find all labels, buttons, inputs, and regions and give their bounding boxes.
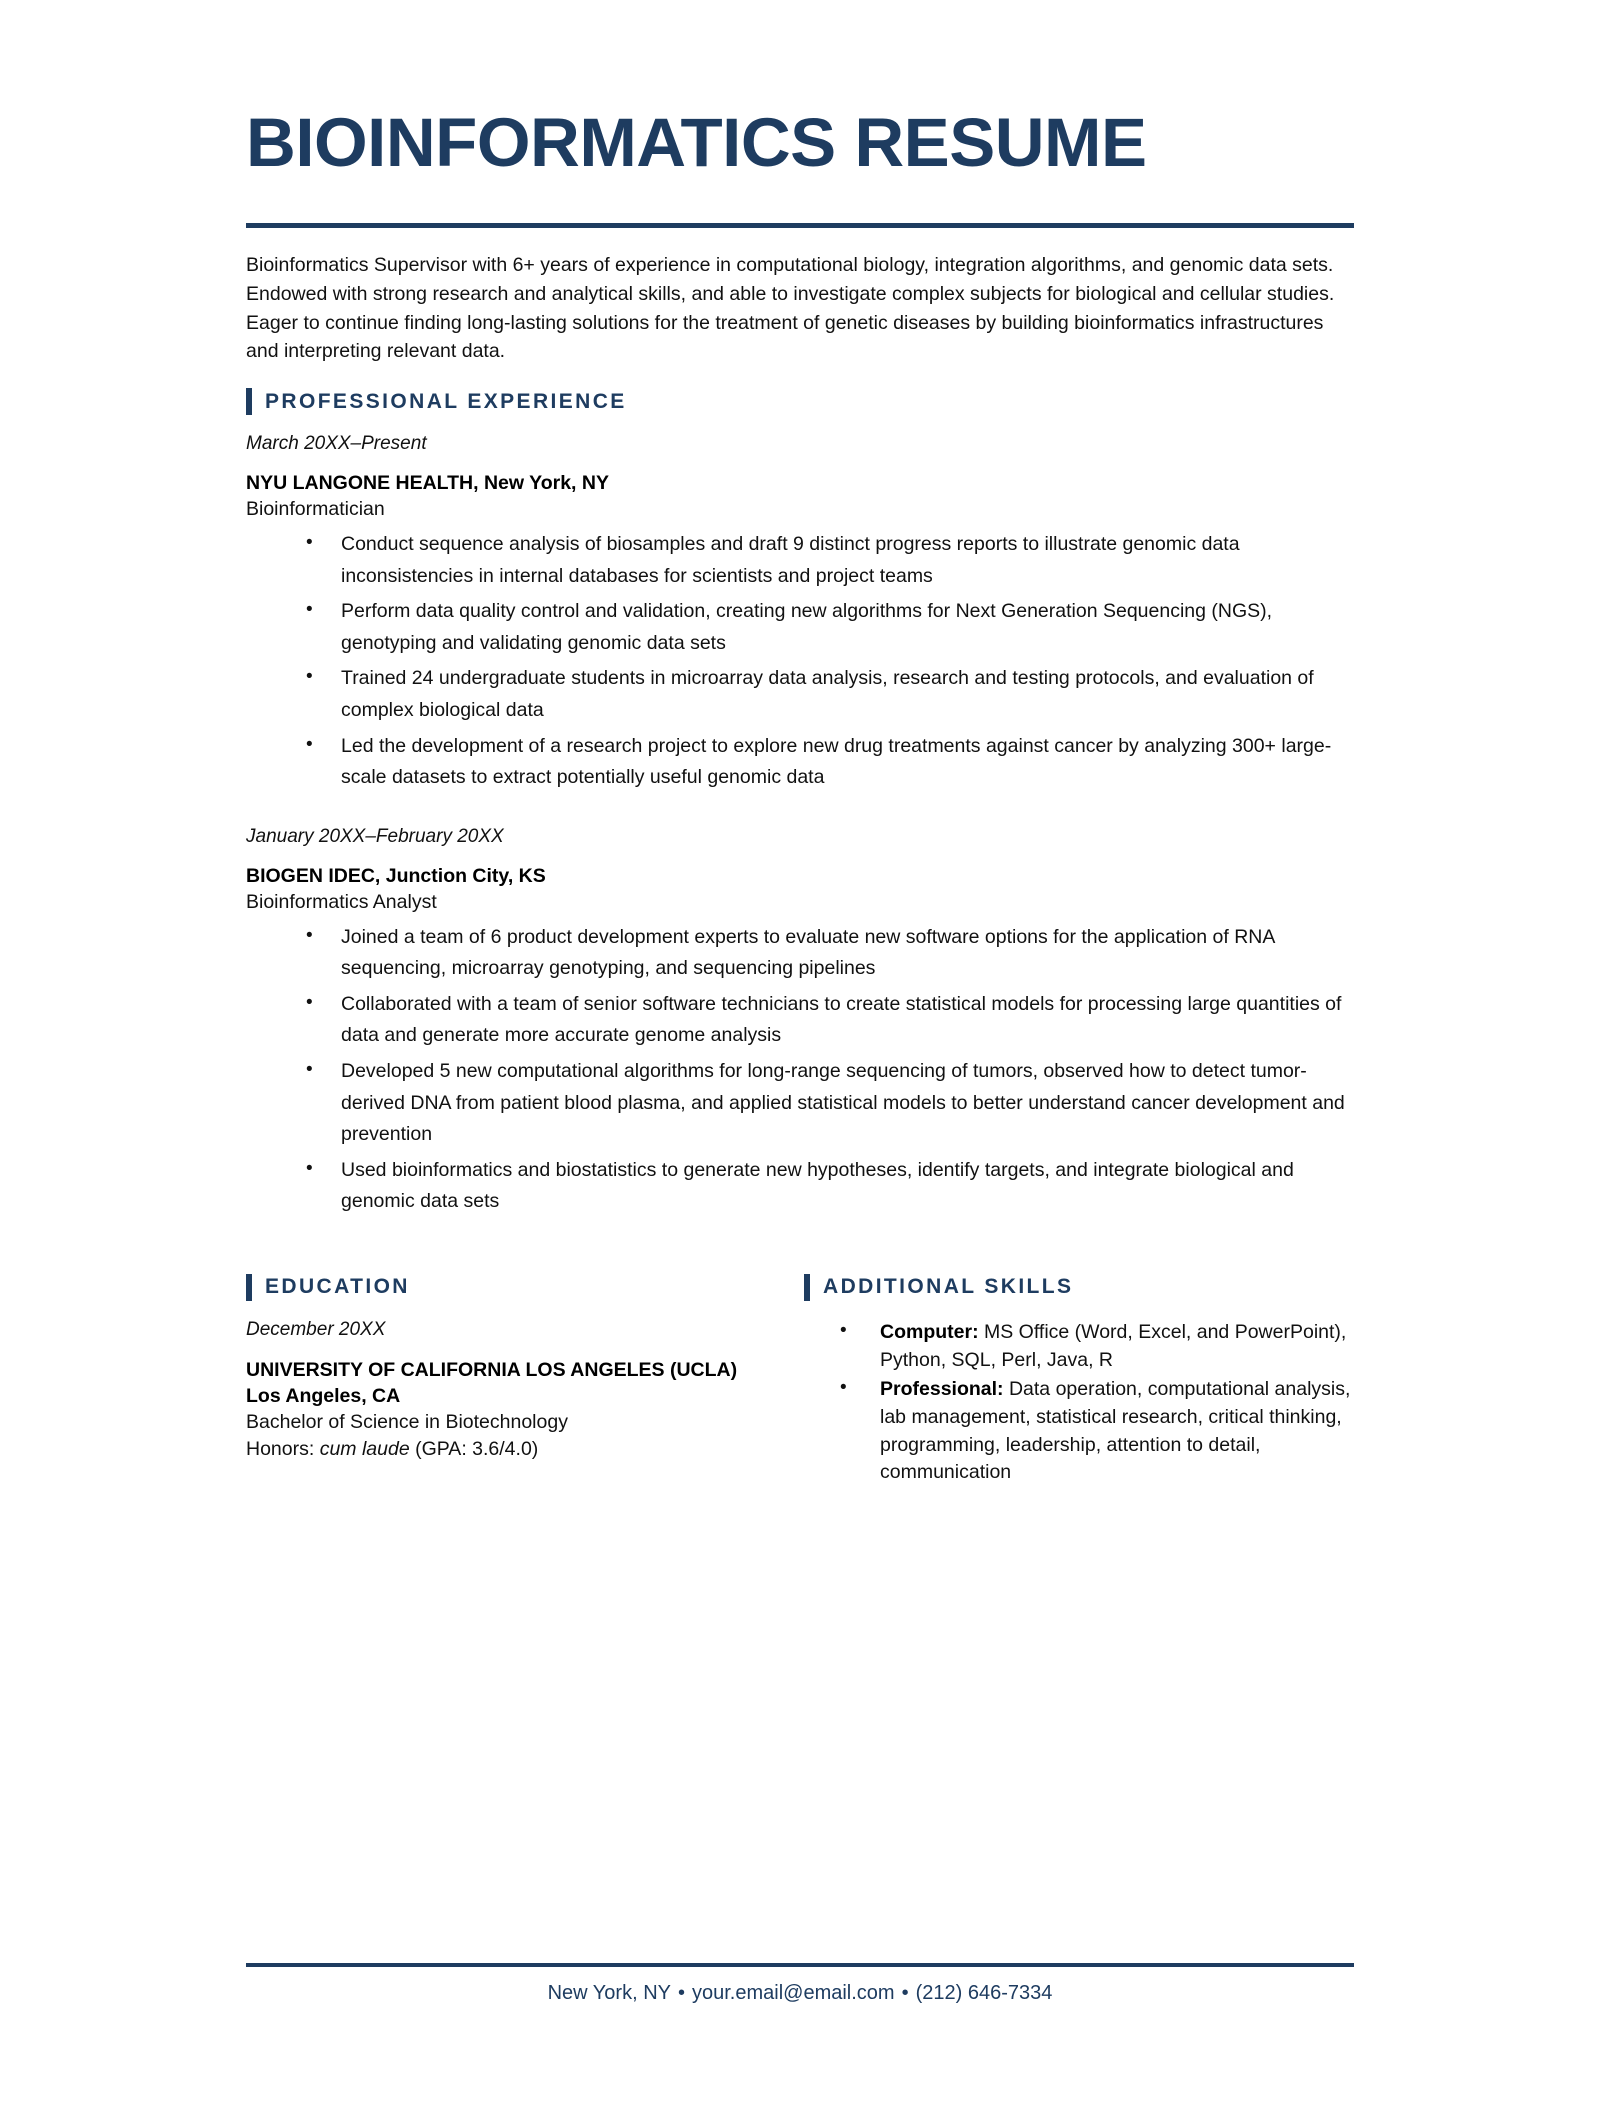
skill-value: MS Office (Word, Excel, and PowerPoint), Python, SQL, Perl, Java, R — [880, 1320, 1347, 1371]
list-item: • Used bioinformatics and biostatistics to generate new hypotheses, identify targets, and integrate biological and genomic data sets — [306, 1155, 1354, 1218]
education-school-line2: Los Angeles, CA — [246, 1384, 401, 1407]
section-accent-bar-icon — [804, 1274, 810, 1301]
job-bullet-list — [246, 922, 1354, 1218]
list-item: • Developed 5 new computational algorithms for long-range sequencing of tumors, observed how to detect tumor-derived DNA from patient blood plasma, and applied statistical models to better understand cancer development and prevention — [306, 1056, 1354, 1151]
education-school-line1: UNIVERSITY OF CALIFORNIA LOS ANGELES (UCLA) — [246, 1358, 738, 1381]
job-entry — [246, 433, 1354, 794]
education-date: December 20XX — [246, 1318, 386, 1340]
resume-page — [184, 46, 1416, 2117]
job-spacer — [246, 800, 1354, 826]
footer-contact — [246, 1982, 1354, 2005]
skill-label: Computer: — [880, 1320, 979, 1343]
footer-divider — [246, 1963, 1354, 1967]
job-date: March 20XX–Present — [246, 433, 427, 455]
skills-column — [791, 1270, 1354, 1489]
contact-email[interactable]: your.email@email.com — [692, 1982, 895, 2005]
job-role: Bioinformatician — [246, 498, 385, 521]
section-title-experience: PROFESSIONAL EXPERIENCE — [265, 389, 627, 413]
section-accent-bar-icon — [246, 388, 252, 415]
list-item: • Perform data quality control and validation, creating new algorithms for Next Generation Sequencing (NGS), genotyping and validating genomic data sets — [306, 596, 1354, 659]
job-entry — [246, 826, 1354, 1218]
list-item: • Collaborated with a team of senior software technicians to create statistical models for processing large quantities of data and generate more accurate genome analysis — [306, 989, 1354, 1052]
contact-separator-icon: • — [677, 1982, 685, 2005]
job-company: BIOGEN IDEC, Junction City, KS — [246, 864, 546, 887]
list-item: • Led the development of a research project to explore new drug treatments against cancer by analyzing 300+ large-scale datasets to extract potentially useful genomic data — [306, 731, 1354, 794]
job-bullet-list — [246, 529, 1354, 794]
job-company: NYU LANGONE HEALTH, New York, NY — [246, 472, 609, 495]
skills-list — [804, 1319, 1354, 1487]
section-accent-bar-icon — [246, 1274, 252, 1301]
list-item — [840, 1376, 1354, 1487]
list-item — [840, 1319, 1354, 1374]
education-column — [246, 1270, 791, 1489]
contact-separator-icon: • — [901, 1982, 909, 2005]
section-heading-experience — [246, 388, 1354, 415]
section-title-skills: ADDITIONAL SKILLS — [823, 1275, 1074, 1299]
contact-phone[interactable]: (212) 646-7334 — [915, 1982, 1053, 2005]
education-degree: Bachelor of Science in Biotechnology — [246, 1411, 568, 1434]
list-item: • Joined a team of 6 product development experts to evaluate new software options for the application of RNA sequencing, microarray genotyping, and sequencing pipelines — [306, 922, 1354, 985]
job-role: Bioinformatics Analyst — [246, 890, 437, 913]
education-honors-gpa: (GPA: 3.6/4.0) — [409, 1438, 539, 1461]
page-title: BIOINFORMATICS RESUME — [246, 104, 1147, 182]
education-honors-prefix: Honors: — [246, 1438, 320, 1461]
education-honors — [246, 1436, 771, 1463]
job-date: January 20XX–February 20XX — [246, 825, 504, 847]
skill-label: Professional: — [880, 1378, 1004, 1401]
list-item: • Trained 24 undergraduate students in microarray data analysis, research and testing protocols, and evaluation of complex biological data — [306, 663, 1354, 726]
skill-value: Data operation, computational analysis, lab management, statistical research, critical thinking, programming, leadership, attention to detail, communication — [880, 1378, 1351, 1484]
bottom-columns — [246, 1270, 1354, 1489]
education-honors-latin: cum laude — [319, 1438, 410, 1461]
section-heading-skills — [804, 1274, 1354, 1301]
title-divider — [246, 223, 1354, 228]
list-item: • Conduct sequence analysis of biosamples and draft 9 distinct progress reports to illustrate genomic data inconsistencies in internal databases for scientists and project teams — [306, 529, 1354, 592]
contact-location: New York, NY — [547, 1982, 671, 2005]
section-heading-education — [246, 1274, 771, 1301]
professional-summary: Bioinformatics Supervisor with 6+ years of experience in computational biology, integration algorithms, and genomic data sets. Endowed with strong research and analytical skills, and able to investigate complex subjects for biological and cellular studies. Eager to continue finding long-lasting solutions for the treatment of genetic diseases by building bioinformatics infrastructures and interpreting relevant data. — [246, 254, 1335, 363]
section-title-education: EDUCATION — [265, 1275, 410, 1299]
